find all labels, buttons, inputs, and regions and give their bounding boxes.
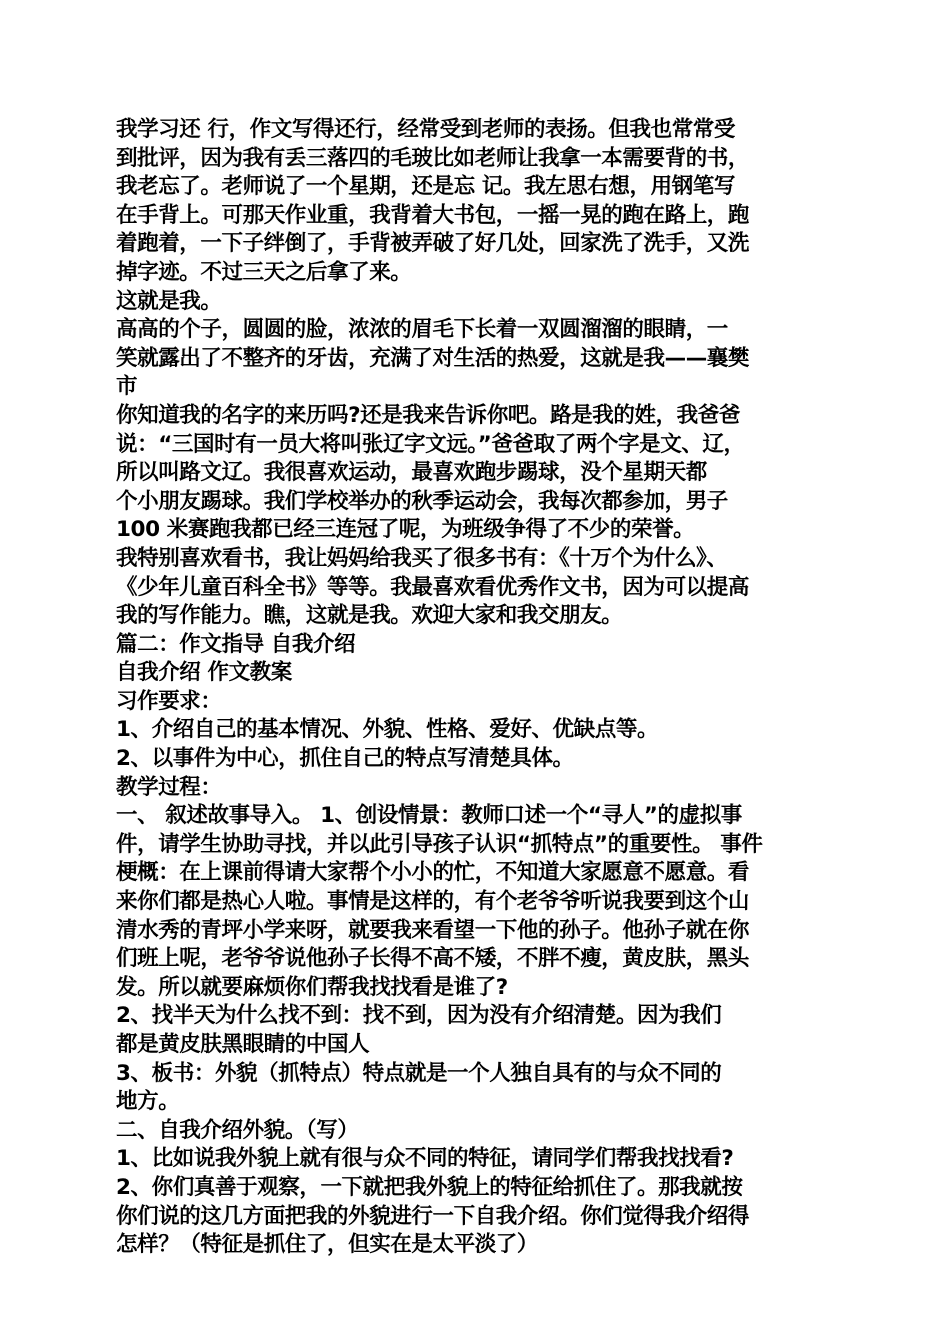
text-line: 100 米赛跑我都已经三连冠了呢，为班级争得了不少的荣誉。 [116,517,695,543]
text-line: 这就是我。 [116,288,222,314]
text-line: 怎样？（特征是抓住了，但实在是太平淡了） [116,1232,539,1258]
text-line: 习作要求： [116,688,222,714]
text-line: 清水秀的青坪小学来呀，就要我来看望一下他的孙子。他孙子就在你 [116,917,750,943]
text-line: 教学过程： [116,774,222,800]
text-line: 2、你们真善于观察，一下就把我外貌上的特征给抓住了。那我就按 [116,1174,743,1200]
text-line: 个小朋友踢球。我们学校举办的秋季运动会，我每次都参加，男子 [116,488,728,514]
text-line: 2、找半天为什么找不到：找不到，因为没有介绍清楚。因为我们 [116,1003,722,1029]
text-line: 篇二：作文指导 自我介绍 [116,631,356,657]
text-line: 1、介绍自己的基本情况、外貌、性格、爱好、优缺点等。 [116,717,659,743]
text-line: 到批评，因为我有丢三落四的毛玻比如老师让我拿一本需要背的书， [116,145,750,171]
text-line: 自我介绍 作文教案 [116,660,292,686]
text-line: 地方。 [116,1089,180,1115]
text-line: 说：“三国时有一员大将叫张辽字文远。”爸爸取了两个字是文、辽， [116,431,745,457]
document-body [116,116,838,1260]
text-line: 2、以事件为中心，抓住自己的特点写清楚具体。 [116,746,574,772]
text-line: 高高的个子，圆圆的脸，浓浓的眉毛下长着一双圆溜溜的眼睛，一 [116,317,728,343]
text-line: 所以叫路文辽。我很喜欢运动，最喜欢跑步踢球，没个星期天都 [116,460,707,486]
text-line: 我老忘了。老师说了一个星期，还是忘 记。我左思右想，用钢笔写 [116,174,735,200]
text-line: 来你们都是热心人啦。事情是这样的，有个老爷爷听说我要到这个山 [116,889,750,915]
text-line: 发。所以就要麻烦你们帮我找找看是谁了? [116,974,508,1000]
text-line: 一、 叙述故事导入。 1、创设情景：教师口述一个“寻人”的虚拟事 [116,803,742,829]
text-line: 我特别喜欢看书，我让妈妈给我买了很多书有：《十万个为什么》、 [116,545,728,571]
text-line: 你们说的这几方面把我的外貌进行一下自我介绍。你们觉得我介绍得 [116,1203,750,1229]
text-line: 我的写作能力。瞧，这就是我。欢迎大家和我交朋友。 [116,603,623,629]
text-line: 掉字迹。不过三天之后拿了来。 [116,259,412,285]
text-line: 《少年儿童百科全书》等等。我最喜欢看优秀作文书，因为可以提高 [116,574,750,600]
text-line: 我学习还 行，作文写得还行，经常受到老师的表扬。但我也常常受 [116,117,735,142]
text-line: 梗概：在上课前得请大家帮个小小的忙，不知道大家愿意不愿意。看 [116,860,750,886]
text-line: 市 [116,374,138,400]
text-line: 件，请学生协助寻找，并以此引导孩子认识“抓特点”的重要性。 事件 [116,831,763,857]
text-line: 二、自我介绍外貌。（写） [116,1117,359,1143]
text-line: 们班上呢，老爷爷说他孙子长得不高不矮，不胖不瘦，黄皮肤，黑头 [116,946,750,972]
text-line: 在手背上。可那天作业重，我背着大书包，一摇一晃的跑在路上，跑 [116,202,750,228]
text-line: 1、比如说我外貌上就有很与众不同的特征，请同学们帮我找找看? [116,1146,734,1172]
text-line: 着跑着，一下子绊倒了，手背被弄破了好几处，回家洗了洗手，又洗 [116,231,750,257]
text-line: 3、板书：外貌（抓特点）特点就是一个人独自具有的与众不同的 [116,1060,722,1086]
text-line: 你知道我的名字的来历吗?还是我来告诉你吧。路是我的姓，我爸爸 [116,402,740,428]
text-line: 笑就露出了不整齐的牙齿，充满了对生活的热爱，这就是我——襄樊 [116,345,750,371]
text-line: 都是黄皮肤黑眼睛的中国人 [116,1032,370,1057]
